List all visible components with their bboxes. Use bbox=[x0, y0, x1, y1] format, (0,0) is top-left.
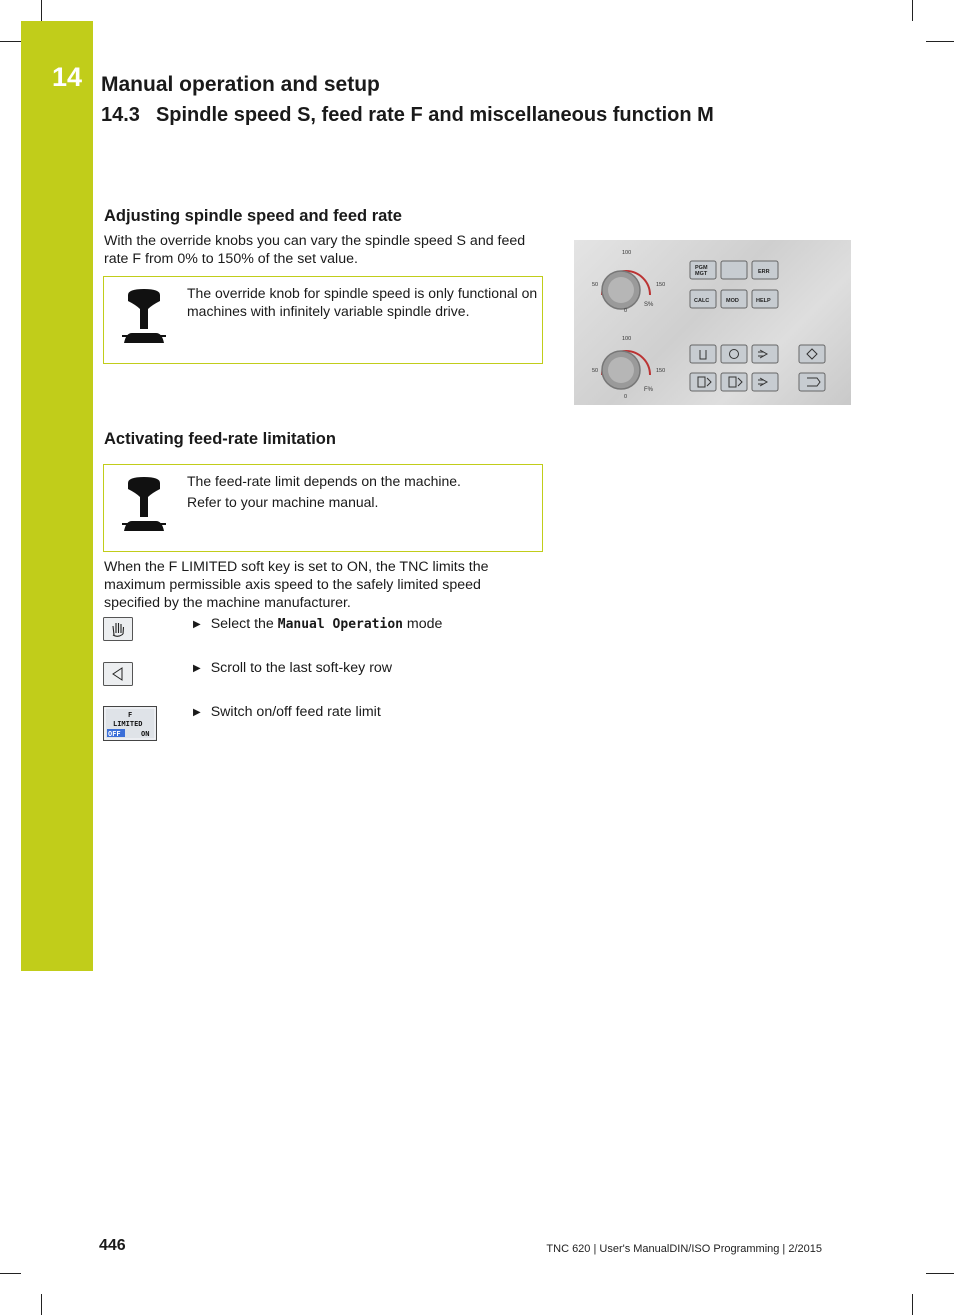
note-line: Refer to your machine manual. bbox=[187, 493, 379, 510]
handwheel-mode-key[interactable] bbox=[721, 345, 747, 363]
chapter-title: Manual operation and setup bbox=[101, 73, 380, 96]
heading-adjusting: Adjusting spindle speed and feed rate bbox=[104, 207, 402, 225]
positioning-mode-key[interactable] bbox=[752, 345, 778, 363]
bullet-triangle-icon: ▶ bbox=[193, 619, 201, 630]
step-select-mode bbox=[193, 616, 442, 632]
knob1-tick-100: 100 bbox=[622, 250, 632, 256]
bullet-triangle-icon: ▶ bbox=[193, 707, 201, 718]
note-line: The feed-rate limit depends on the machine. bbox=[187, 473, 461, 489]
step-text: Switch on/off feed rate limit bbox=[210, 704, 381, 720]
pgm-key-line2: MGT bbox=[695, 271, 708, 277]
single-block-key[interactable] bbox=[690, 373, 716, 391]
softkey-line2: LIMITED bbox=[113, 720, 143, 728]
note-text: The override knob for spindle speed is only functional on machines with infinitely variable spindle drive. bbox=[187, 285, 538, 319]
run-key[interactable] bbox=[752, 373, 778, 391]
note-box-spindle bbox=[103, 276, 543, 364]
f-limited-softkey[interactable] bbox=[103, 706, 157, 741]
footer-text: TNC 620 | User's ManualDIN/ISO Programming | 2/2015 bbox=[546, 1243, 822, 1255]
blank-key[interactable] bbox=[721, 261, 747, 279]
full-sequence-key[interactable] bbox=[721, 373, 747, 391]
adjusting-text: With the override knobs you can vary the spindle speed S and feed rate F from 0% to 150% of the set value. bbox=[104, 233, 526, 267]
step-switch-limit bbox=[193, 704, 381, 720]
crop-mark bbox=[0, 1273, 21, 1274]
knob2-tick-150: 150 bbox=[656, 368, 666, 374]
knob1-tick-0: 0 bbox=[624, 308, 628, 314]
err-key-label: ERR bbox=[758, 269, 770, 275]
test-run-key[interactable] bbox=[799, 373, 825, 391]
crop-mark bbox=[41, 1294, 42, 1315]
help-key-label: HELP bbox=[756, 298, 771, 304]
step-bold-text: Manual Operation bbox=[277, 617, 403, 632]
crop-mark bbox=[0, 41, 21, 42]
chapter-number: 14 bbox=[52, 62, 83, 92]
step-scroll bbox=[193, 660, 392, 676]
crop-mark bbox=[912, 0, 913, 21]
knob2-tick-100: 100 bbox=[622, 336, 632, 342]
heading-activating: Activating feed-rate limitation bbox=[104, 430, 336, 448]
knob2-label: F% bbox=[644, 387, 653, 393]
override-panel-drawing bbox=[574, 240, 851, 405]
machine-note-icon bbox=[122, 475, 166, 531]
bullet-triangle-icon: ▶ bbox=[193, 663, 201, 674]
section-number: 14.3 bbox=[101, 104, 140, 126]
softkey-on: ON bbox=[141, 730, 150, 738]
chapter-sidebar bbox=[21, 21, 93, 971]
scroll-softkey-key[interactable] bbox=[103, 662, 133, 686]
mod-key-label: MOD bbox=[726, 298, 739, 304]
crop-mark bbox=[912, 1294, 913, 1315]
machine-note-icon bbox=[122, 287, 166, 343]
step-text: mode bbox=[402, 616, 443, 632]
knob1-tick-150: 150 bbox=[656, 282, 666, 288]
softkey-line1: F bbox=[128, 711, 133, 719]
programming-mode-key[interactable] bbox=[799, 345, 825, 363]
section-title-text: Spindle speed S, feed rate F and miscellaneous function M bbox=[155, 104, 714, 126]
calc-key-label: CALC bbox=[694, 298, 710, 304]
page-number: 446 bbox=[99, 1237, 126, 1254]
knob2-tick-0: 0 bbox=[624, 394, 628, 400]
step-text: Select the bbox=[210, 616, 278, 632]
knob1-label: S% bbox=[644, 302, 654, 308]
note-box-feed-limit bbox=[103, 464, 543, 552]
softkey-off: OFF bbox=[108, 730, 121, 738]
activating-text: When the F LIMITED soft key is set to ON, the TNC limits the maximum permissible axis speed to the safely limited speed specified by the machine manufacturer. bbox=[104, 559, 489, 611]
crop-mark bbox=[926, 41, 954, 42]
knob1-tick-50: 50 bbox=[592, 282, 599, 288]
manual-operation-key[interactable] bbox=[103, 617, 133, 641]
pgm-key-line1: PGM bbox=[695, 265, 708, 271]
control-panel-photo bbox=[574, 240, 851, 405]
manual-mode-key[interactable] bbox=[690, 345, 716, 363]
step-text: Scroll to the last soft-key row bbox=[210, 660, 393, 676]
note-text bbox=[187, 473, 542, 514]
knob2-tick-50: 50 bbox=[592, 368, 599, 374]
section-title bbox=[101, 104, 714, 127]
crop-mark bbox=[926, 1273, 954, 1274]
crop-mark bbox=[41, 0, 42, 21]
